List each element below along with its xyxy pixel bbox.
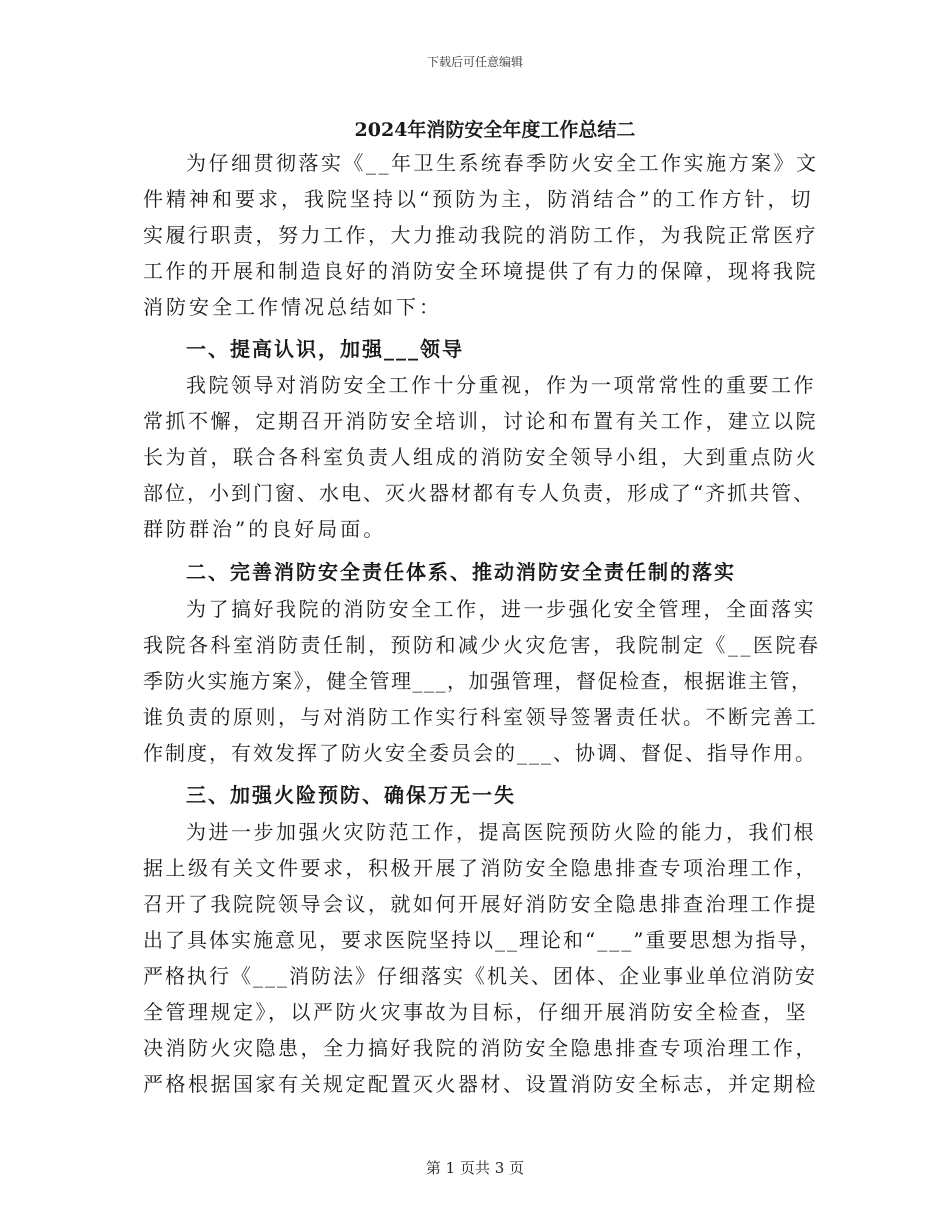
paragraph-line: 谁负责的原则，与对消防工作实行科室领导签署责任状。不断完善工 [143, 705, 818, 729]
section-heading-1: 一、提高认识，加强___领导 [186, 337, 464, 361]
paragraph-line: 群防群治”的良好局面。 [143, 517, 387, 541]
section-heading-2: 二、完善消防安全责任体系、推动消防安全责任制的落实 [186, 560, 736, 584]
paragraph-line: 常抓不懈，定期召开消防安全培训，讨论和布置有关工作，建立以院 [143, 409, 818, 433]
paragraph-line: 消防安全工作情况总结如下： [143, 295, 442, 319]
page-number: 第 1 页共 3 页 [425, 1159, 525, 1177]
paragraph-line: 严格执行《___消防法》仔细落实《机关、团体、企业事业单位消防安 [143, 964, 817, 988]
paragraph-line: 我院领导对消防安全工作十分重视，作为一项常常性的重要工作 [186, 373, 816, 397]
paragraph-line: 据上级有关文件要求，积极开展了消防安全隐患排查专项治理工作， [143, 856, 818, 880]
paragraph-line: 长为首，联合各科室负责人组成的消防安全领导小组，大到重点防火 [143, 445, 818, 469]
paragraph-line: 为仔细贯彻落实《__年卫生系统春季防火安全工作实施方案》文 [186, 151, 819, 175]
paragraph-line: 我院各科室消防责任制，预防和减少火灾危害，我院制定《__医院春 [143, 633, 821, 657]
paragraph-line: 实履行职责，努力工作，大力推动我院的消防工作，为我院正常医疗 [143, 223, 818, 247]
paragraph-line: 为进一步加强火灾防范工作，提高医院预防火险的能力，我们根 [186, 820, 816, 844]
paragraph-line: 季防火实施方案》，健全管理___，加强管理，督促检查，根据谁主管， [143, 669, 813, 693]
paragraph-line: 出了具体实施意见，要求医院坚持以__理论和“___”重要思想为指导， [143, 928, 822, 952]
page-header-note: 下载后可任意编辑 [426, 55, 523, 69]
paragraph-line: 严格根据国家有关规定配置灭火器材、设置消防安全标志，并定期检 [143, 1072, 818, 1096]
paragraph-line: 召开了我院院领导会议，就如何开展好消防安全隐患排查治理工作提 [143, 892, 818, 916]
section-heading-3: 三、加强火险预防、确保万无一失 [186, 783, 516, 807]
paragraph-line: 工作的开展和制造良好的消防安全环境提供了有力的保障，现将我院 [143, 259, 818, 283]
paragraph-line: 为了搞好我院的消防安全工作，进一步强化安全管理，全面落实 [186, 597, 816, 621]
document-title: 2024年消防安全年度工作总结二 [354, 119, 636, 141]
paragraph-line: 作制度，有效发挥了防火安全委员会的___、协调、督促、指导作用。 [143, 741, 817, 765]
paragraph-line: 全管理规定》，以严防火灾事故为目标，仔细开展消防安全检查，坚 [143, 1000, 808, 1024]
paragraph-line: 件精神和要求，我院坚持以“预防为主，防消结合”的工作方针，切 [143, 187, 814, 211]
paragraph-line: 部位，小到门窗、水电、灭火器材都有专人负责，形成了“齐抓共管、 [143, 481, 816, 505]
paragraph-line: 决消防火灾隐患，全力搞好我院的消防安全隐患排查专项治理工作， [143, 1036, 818, 1060]
